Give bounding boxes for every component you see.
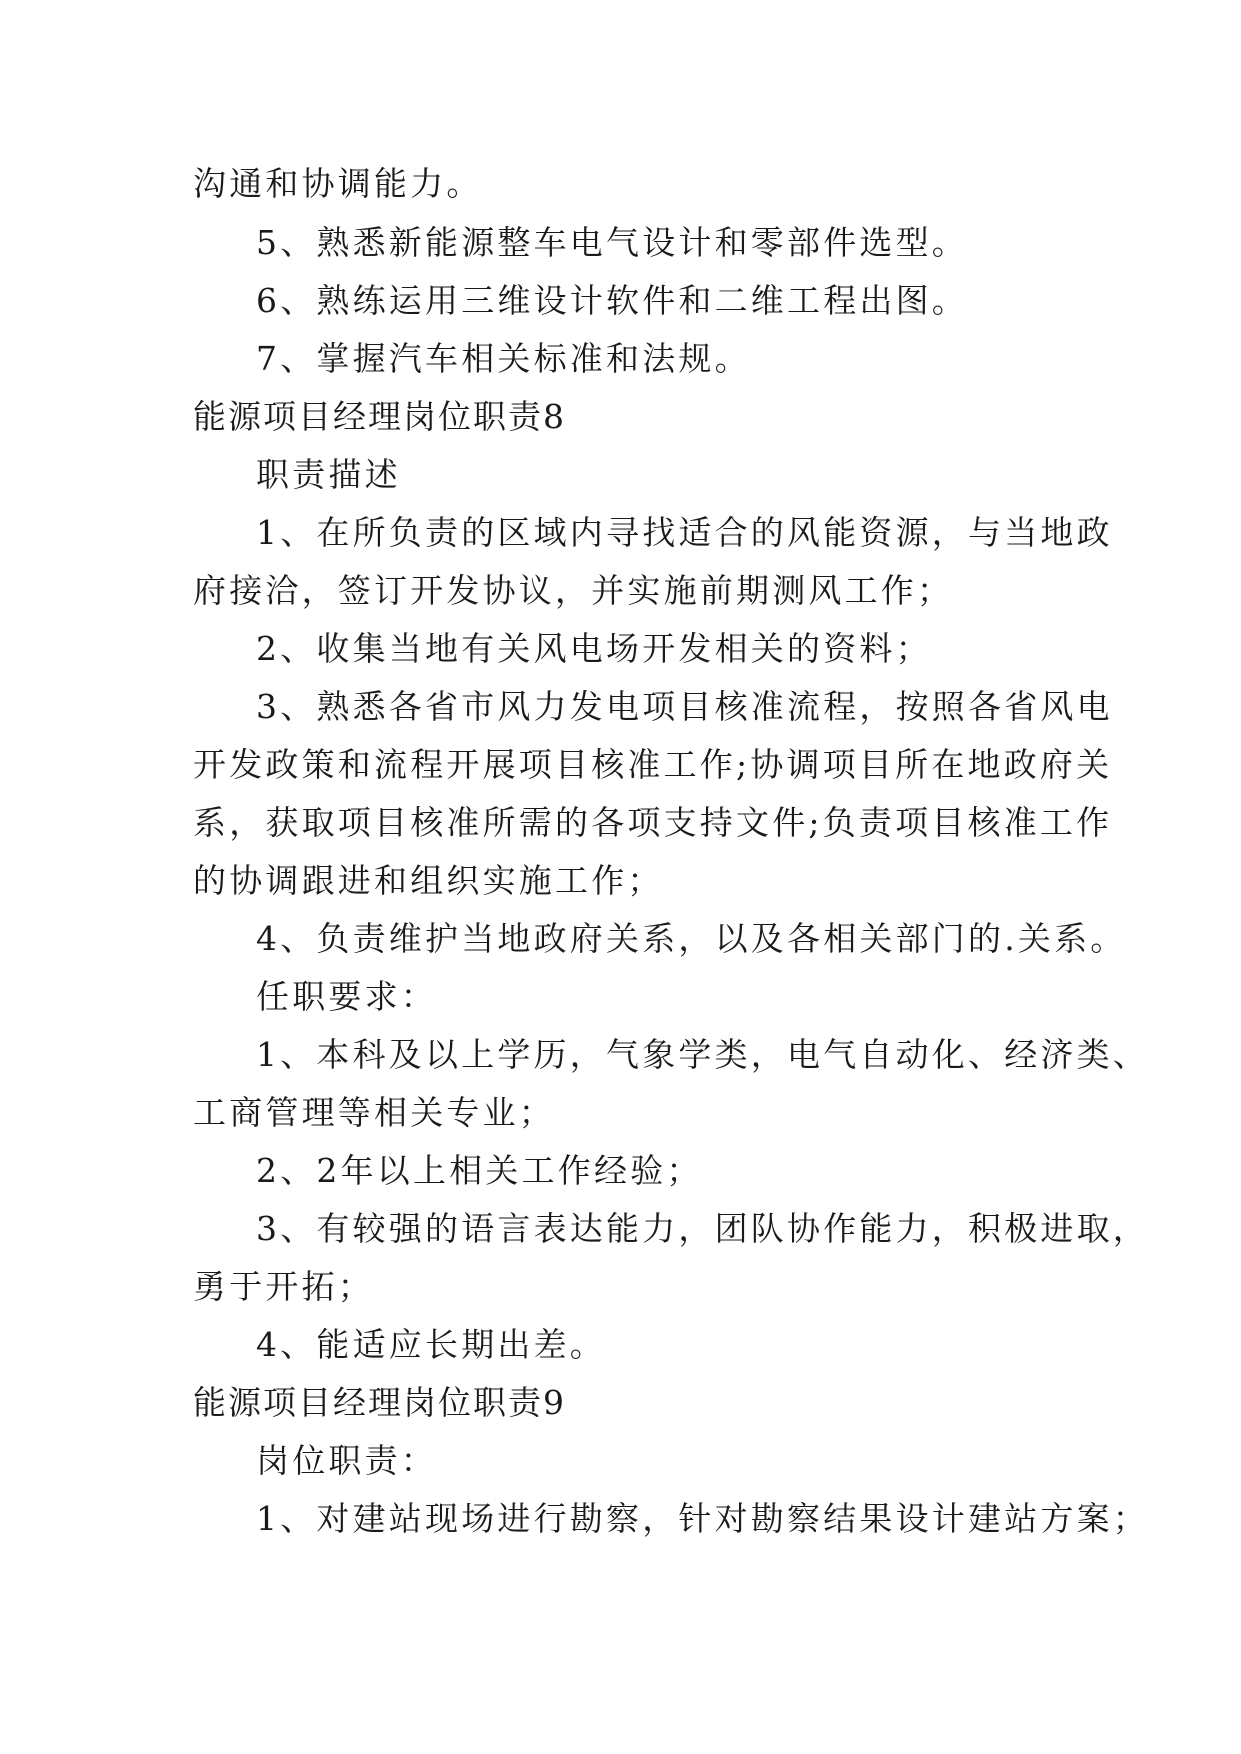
list-item: 4、负责维护当地政府关系，以及各相关部门的.关系。 [256, 919, 1127, 958]
list-item: 1、对建站现场进行勘察，针对勘察结果设计建站方案； [256, 1499, 1149, 1538]
list-item: 2、收集当地有关风电场开发相关的资料； [256, 629, 932, 668]
paragraph-line: 开发政策和流程开展项目核准工作;协调项目所在地政府关 [193, 745, 1113, 784]
section-heading: 能源项目经理岗位职责8 [193, 397, 566, 436]
list-item: 4、能适应长期出差。 [256, 1325, 606, 1364]
section-heading: 能源项目经理岗位职责9 [193, 1383, 566, 1422]
list-item: 3、有较强的语言表达能力，团队协作能力，积极进取， [256, 1209, 1149, 1248]
paragraph-line: 沟通和协调能力。 [193, 164, 483, 203]
list-item: 2、2年以上相关工作经验； [256, 1151, 703, 1190]
paragraph-line: 工商管理等相关专业； [193, 1093, 555, 1132]
list-item: 5、熟悉新能源整车电气设计和零部件选型。 [256, 223, 968, 262]
subsection-heading: 岗位职责： [256, 1441, 437, 1480]
paragraph-line: 勇于开拓； [193, 1267, 374, 1306]
subsection-heading: 职责描述 [256, 455, 401, 494]
list-item: 1、在所负责的区域内寻找适合的风能资源，与当地政 [256, 513, 1113, 552]
list-item: 1、本科及以上学历，气象学类，电气自动化、经济类、 [256, 1035, 1149, 1074]
paragraph-line: 的协调跟进和组织实施工作； [193, 861, 664, 900]
list-item: 7、掌握汽车相关标准和法规。 [256, 339, 751, 378]
paragraph-line: 府接洽，签订开发协议，并实施前期测风工作； [193, 571, 954, 610]
list-item: 3、熟悉各省市风力发电项目核准流程，按照各省风电 [256, 687, 1113, 726]
paragraph-line: 系，获取项目核准所需的各项支持文件;负责项目核准工作 [193, 803, 1113, 842]
list-item: 6、熟练运用三维设计软件和二维工程出图。 [256, 281, 968, 320]
subsection-heading: 任职要求： [256, 977, 437, 1016]
